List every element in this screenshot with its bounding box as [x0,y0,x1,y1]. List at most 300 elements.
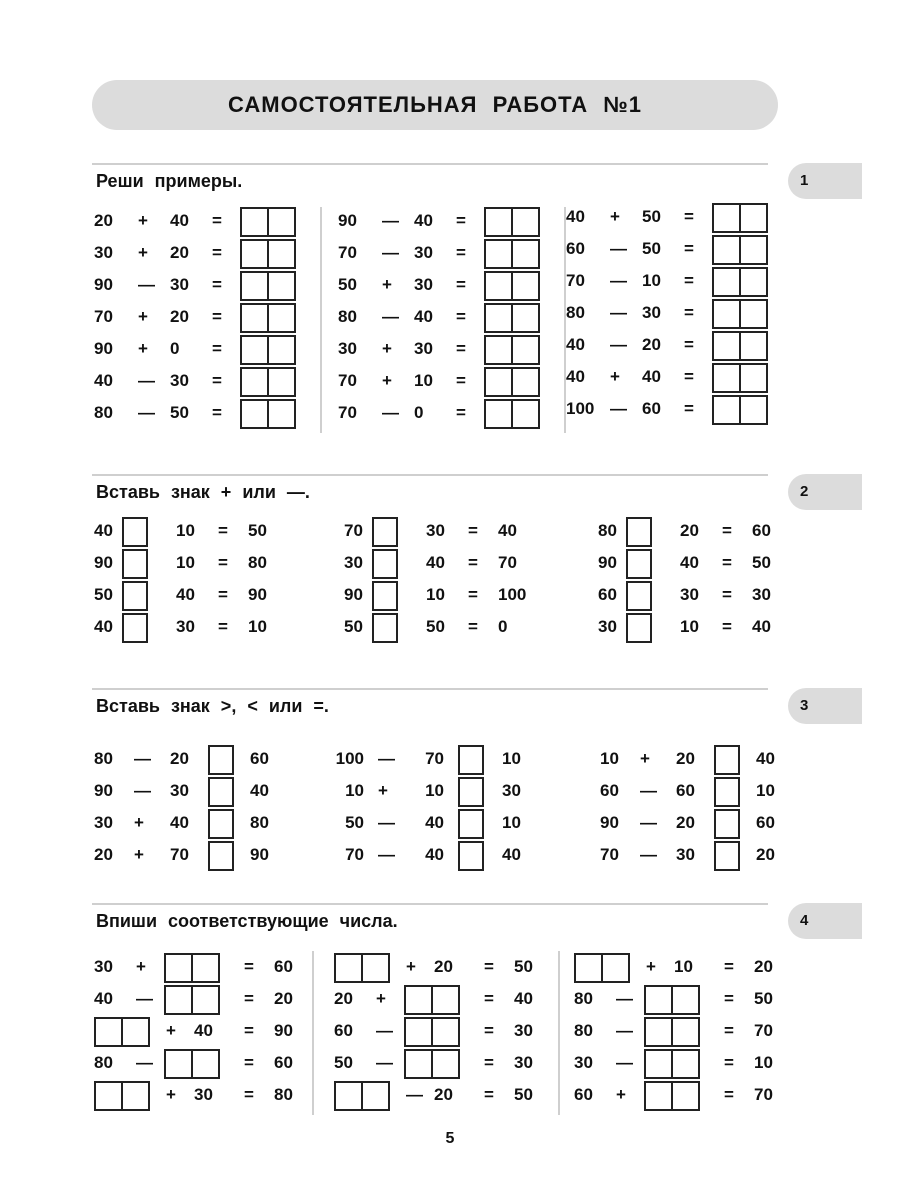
expression-term: 90 [248,585,267,604]
answer-box[interactable] [484,271,540,301]
expression-term: = [684,207,694,226]
column-divider [320,207,322,433]
missing-number-box[interactable] [574,953,630,983]
expression-row [598,548,798,580]
expression-term: = [456,243,466,262]
expression-term: + [134,845,144,864]
expression-term: 30 [94,813,113,832]
expression-term: = [244,989,254,1008]
missing-number-box[interactable] [404,985,460,1015]
expression-term: = [484,1085,494,1104]
expression-term: 40 [680,553,699,572]
expression-term: 90 [94,553,113,572]
task-3-section [92,688,862,878]
expression-term: — [378,845,395,864]
expression-term: — [610,303,627,322]
expression-row [566,362,776,394]
expression-row [94,206,304,238]
expression-term: 50 [345,813,364,832]
expression-term: 50 [642,239,661,258]
expression-term: = [724,1085,734,1104]
section-divider [92,474,768,476]
expression-row [344,516,544,548]
expression-term: + [610,367,620,386]
column-divider [558,951,560,1115]
expression-row [94,612,294,644]
expression-term: 90 [598,553,617,572]
missing-number-box[interactable] [644,1049,700,1079]
expression-term: 70 [338,243,357,262]
comparison-box[interactable] [714,745,740,775]
expression-row [574,984,784,1016]
expression-term: 0 [170,339,180,358]
expression-term: 30 [598,617,617,636]
expression-row [574,1016,784,1048]
expression-term: 10 [248,617,267,636]
expression-term: 70 [566,271,585,290]
expression-term: — [382,243,399,262]
expression-term: 40 [176,585,195,604]
answer-box[interactable] [484,399,540,429]
expression-term: 10 [426,585,445,604]
expression-term: — [138,403,155,422]
expression-term: = [456,339,466,358]
expression-term: 40 [502,845,521,864]
expression-term: — [640,813,657,832]
expression-term: — [376,1021,393,1040]
expression-row [566,234,776,266]
expression-term: + [166,1021,176,1040]
expression-term: 90 [338,211,357,230]
expression-term: 20 [434,957,453,976]
expression-term: 60 [566,239,585,258]
expression-term: + [382,339,392,358]
expression-term: 30 [170,275,189,294]
expression-term: 40 [414,307,433,326]
expression-row [598,612,798,644]
expression-term: 100 [566,399,595,418]
expression-row [338,238,548,270]
expression-term: 0 [498,617,508,636]
expression-term: 20 [434,1085,453,1104]
expression-row [338,366,548,398]
task-number-badge: 1 [788,163,862,199]
expression-row [574,1048,784,1080]
expression-row [94,334,304,366]
expression-term: = [684,271,694,290]
expression-term: 70 [754,1085,773,1104]
expression-row [598,516,798,548]
expression-term: 20 [676,813,695,832]
answer-box[interactable] [712,299,768,329]
expression-term: 40 [566,335,585,354]
missing-number-box[interactable] [164,953,220,983]
expression-term: 90 [274,1021,293,1040]
expression-term: = [212,371,222,390]
expression-term: = [456,371,466,390]
comparison-box[interactable] [714,777,740,807]
expression-term: = [724,989,734,1008]
expression-term: 40 [426,553,445,572]
expression-row [598,580,798,612]
expression-term: 80 [598,521,617,540]
expression-term: 30 [514,1021,533,1040]
answer-box[interactable] [240,303,296,333]
expression-term: 40 [425,813,444,832]
expression-term: = [212,403,222,422]
expression-term: = [684,303,694,322]
comparison-box[interactable] [208,809,234,839]
expression-term: 70 [754,1021,773,1040]
expression-term: + [382,371,392,390]
missing-number-box[interactable] [404,1017,460,1047]
comparison-box[interactable] [714,841,740,871]
expression-row [344,612,544,644]
expression-row [600,808,800,840]
expression-term: 20 [170,243,189,262]
expression-term: 90 [94,339,113,358]
expression-term: 0 [414,403,424,422]
comparison-box[interactable] [458,809,484,839]
expression-term: 30 [414,339,433,358]
expression-term: = [468,617,478,636]
expression-term: 40 [250,781,269,800]
sign-box[interactable] [626,549,652,579]
sign-box[interactable] [372,581,398,611]
expression-term: = [212,211,222,230]
expression-term: 90 [94,275,113,294]
expression-term: = [484,989,494,1008]
expression-term: 80 [94,403,113,422]
answer-box[interactable] [712,267,768,297]
expression-term: 30 [426,521,445,540]
expression-term: 10 [754,1053,773,1072]
expression-term: 70 [344,521,363,540]
comparison-box[interactable] [208,777,234,807]
answer-box[interactable] [484,207,540,237]
sign-box[interactable] [372,517,398,547]
expression-term: 40 [170,813,189,832]
expression-term: 50 [338,275,357,294]
expression-term: = [212,275,222,294]
answer-box[interactable] [712,363,768,393]
expression-term: 60 [574,1085,593,1104]
expression-term: 40 [414,211,433,230]
missing-number-box[interactable] [334,953,390,983]
expression-term: — [616,1021,633,1040]
expression-row [94,840,294,872]
expression-row [338,206,548,238]
answer-box[interactable] [712,235,768,265]
expression-term: + [616,1085,626,1104]
expression-term: 30 [642,303,661,322]
expression-term: 10 [674,957,693,976]
expression-term: + [134,813,144,832]
expression-row [94,1048,304,1080]
expression-term: 70 [338,403,357,422]
expression-term: — [616,1053,633,1072]
answer-box[interactable] [240,399,296,429]
sign-box[interactable] [122,581,148,611]
expression-term: 40 [94,371,113,390]
expression-term: + [378,781,388,800]
expression-term: 30 [94,243,113,262]
expression-term: = [724,1053,734,1072]
expression-row [94,516,294,548]
expression-term: 60 [334,1021,353,1040]
expression-term: 20 [274,989,293,1008]
expression-term: 30 [502,781,521,800]
sign-box[interactable] [372,613,398,643]
expression-term: 30 [414,243,433,262]
expression-term: 30 [94,957,113,976]
expression-term: 70 [425,749,444,768]
expression-term: = [212,243,222,262]
expression-term: = [218,521,228,540]
expression-term: + [610,207,620,226]
answer-box[interactable] [240,367,296,397]
expression-term: — [138,371,155,390]
expression-term: = [244,1021,254,1040]
expression-term: 60 [676,781,695,800]
expression-term: = [684,239,694,258]
sign-box[interactable] [626,613,652,643]
expression-term: = [456,275,466,294]
column-divider [312,951,314,1115]
expression-term: = [456,211,466,230]
expression-term: 90 [250,845,269,864]
expression-term: — [610,271,627,290]
expression-term: 20 [94,211,113,230]
expression-term: 50 [344,617,363,636]
comparison-box[interactable] [208,841,234,871]
expression-row [94,366,304,398]
sign-box[interactable] [372,549,398,579]
expression-term: 10 [642,271,661,290]
expression-row [566,202,776,234]
worksheet-title: САМОСТОЯТЕЛЬНАЯ РАБОТА №1 [92,80,778,130]
sign-box[interactable] [122,517,148,547]
expression-term: — [406,1085,423,1104]
expression-row [600,840,800,872]
expression-term: + [376,989,386,1008]
expression-row [574,952,784,984]
expression-term: 20 [170,307,189,326]
expression-term: 30 [344,553,363,572]
answer-box[interactable] [484,367,540,397]
expression-term: 60 [250,749,269,768]
expression-row [94,952,304,984]
expression-term: — [610,399,627,418]
expression-term: — [136,989,153,1008]
expression-term: — [382,403,399,422]
expression-term: = [484,1021,494,1040]
expression-row [566,266,776,298]
expression-term: = [722,617,732,636]
expression-term: 40 [425,845,444,864]
answer-box[interactable] [240,271,296,301]
expression-term: 50 [514,1085,533,1104]
comparison-box[interactable] [458,777,484,807]
answer-box[interactable] [240,335,296,365]
expression-term: 90 [600,813,619,832]
expression-row [566,298,776,330]
expression-term: 40 [752,617,771,636]
expression-term: 40 [756,749,775,768]
expression-term: = [212,307,222,326]
missing-number-box[interactable] [164,985,220,1015]
expression-term: + [138,339,148,358]
expression-term: 50 [334,1053,353,1072]
expression-term: = [724,957,734,976]
task-1-section [92,163,862,433]
expression-term: = [468,521,478,540]
expression-term: 80 [566,303,585,322]
expression-term: 20 [94,845,113,864]
expression-term: + [640,749,650,768]
expression-row [94,1080,304,1112]
expression-term: 40 [566,367,585,386]
expression-term: 10 [680,617,699,636]
expression-term: 40 [94,521,113,540]
expression-term: 10 [756,781,775,800]
expression-term: 60 [752,521,771,540]
expression-term: 40 [194,1021,213,1040]
sign-box[interactable] [122,613,148,643]
expression-row [94,238,304,270]
expression-term: 10 [502,813,521,832]
comparison-box[interactable] [714,809,740,839]
missing-number-box[interactable] [644,1017,700,1047]
expression-term: 60 [274,1053,293,1072]
expression-term: 80 [94,1053,113,1072]
missing-number-box[interactable] [644,985,700,1015]
expression-term: 90 [344,585,363,604]
expression-row [94,302,304,334]
expression-row [334,808,534,840]
expression-term: — [376,1053,393,1072]
expression-term: 30 [338,339,357,358]
answer-box[interactable] [484,335,540,365]
missing-number-box[interactable] [644,1081,700,1111]
expression-row [94,398,304,430]
comparison-box[interactable] [458,745,484,775]
expression-term: 50 [426,617,445,636]
missing-number-box[interactable] [94,1081,150,1111]
expression-term: + [138,307,148,326]
expression-row [338,398,548,430]
missing-number-box[interactable] [94,1017,150,1047]
comparison-box[interactable] [458,841,484,871]
expression-row [334,984,544,1016]
comparison-box[interactable] [208,745,234,775]
sign-box[interactable] [626,581,652,611]
expression-term: 40 [642,367,661,386]
answer-box[interactable] [712,203,768,233]
answer-box[interactable] [484,239,540,269]
expression-term: 30 [680,585,699,604]
expression-term: — [134,781,151,800]
task-2-section [92,474,862,654]
expression-row [338,334,548,366]
expression-term: 50 [94,585,113,604]
expression-term: + [138,211,148,230]
expression-row [94,744,294,776]
missing-number-box[interactable] [334,1081,390,1111]
expression-row [334,952,544,984]
expression-term: — [610,335,627,354]
expression-term: 30 [170,371,189,390]
expression-term: 100 [335,749,364,768]
expression-term: 60 [598,585,617,604]
expression-term: 80 [274,1085,293,1104]
expression-row [600,776,800,808]
expression-term: 20 [754,957,773,976]
expression-term: 60 [642,399,661,418]
expression-term: 30 [170,781,189,800]
expression-term: 10 [176,553,195,572]
expression-term: = [484,1053,494,1072]
expression-term: = [244,957,254,976]
answer-box[interactable] [484,303,540,333]
expression-term: = [722,585,732,604]
task-title: Вставь знак + или —. [96,482,310,502]
sign-box[interactable] [626,517,652,547]
expression-term: 30 [676,845,695,864]
expression-term: 80 [338,307,357,326]
expression-term: + [406,957,416,976]
expression-term: 10 [414,371,433,390]
expression-row [600,744,800,776]
missing-number-box[interactable] [404,1049,460,1079]
answer-box[interactable] [240,239,296,269]
expression-row [574,1080,784,1112]
expression-term: 70 [170,845,189,864]
expression-term: 30 [514,1053,533,1072]
expression-term: 80 [94,749,113,768]
expression-term: 20 [676,749,695,768]
expression-term: 10 [600,749,619,768]
expression-term: — [640,781,657,800]
expression-term: 70 [498,553,517,572]
answer-box[interactable] [712,331,768,361]
expression-term: — [616,989,633,1008]
section-divider [92,688,768,690]
expression-term: — [136,1053,153,1072]
expression-term: + [166,1085,176,1104]
expression-term: + [136,957,146,976]
expression-term: 30 [414,275,433,294]
task-title: Вставь знак >, < или =. [96,696,329,716]
expression-term: — [138,275,155,294]
expression-row [334,744,534,776]
expression-row [94,808,294,840]
expression-term: — [640,845,657,864]
expression-term: 60 [600,781,619,800]
missing-number-box[interactable] [164,1049,220,1079]
expression-term: 20 [334,989,353,1008]
task-4-section [92,903,862,1115]
expression-term: = [484,957,494,976]
answer-box[interactable] [712,395,768,425]
task-title: Реши примеры. [96,171,243,191]
expression-term: 40 [498,521,517,540]
answer-box[interactable] [240,207,296,237]
expression-row [344,580,544,612]
expression-term: 10 [345,781,364,800]
expression-row [338,302,548,334]
sign-box[interactable] [122,549,148,579]
